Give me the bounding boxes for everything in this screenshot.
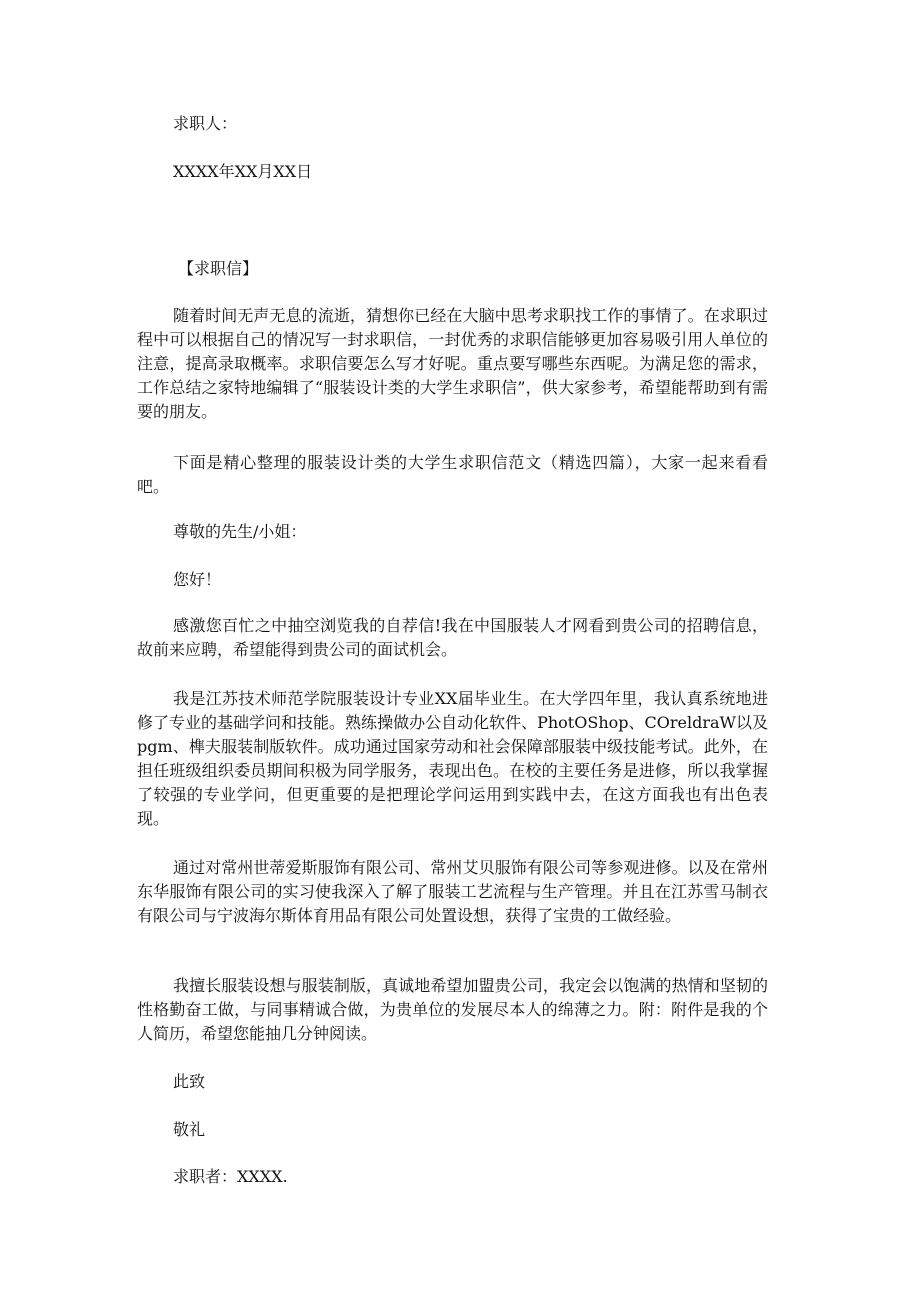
- section-heading: 【求职信】: [178, 259, 259, 278]
- signature: 求职者：XXXX.: [173, 1167, 288, 1186]
- closing-line: 敬礼: [173, 1120, 206, 1139]
- intro-paragraph: 随着时间无声无息的流逝，猜想你已经在大脑中思考求职找工作的事情了。在求职过程中可以根据自己的情况写一封求职信，一封优秀的求职信能够更加容易吸引用人单位的注意，提高录取概率。求职信要怎么写才好呢。重点要写哪些东西呢。为满足您的需求，工作总结之家特地编辑了“服装设计类的大学生求职信”，供大家参考，希望能帮助到有需要的朋友。: [137, 306, 768, 421]
- salutation: 尊敬的先生/小姐：: [173, 522, 307, 541]
- letter-date: XXXX年XX月XX日: [173, 162, 313, 181]
- body-paragraph: 我是江苏技术师范学院服装设计专业XX届毕业生。在大学四年里，我认真系统地进修了专业的基础学问和技能。熟练操做办公自动化软件、PhotOShop、COreldraW以及pgm、榫夫服装制版软件。成功通过国家劳动和社会保障部服装中级技能考试。此外，在担任班级组织委员期间积极为同学服务，表现出色。在校的主要任务是进修，所以我掌握了较强的专业学问，但更重要的是把理论学问运用到实践中去，在这方面我也有出色表现。: [137, 689, 768, 828]
- intro-paragraph: 下面是精心整理的服装设计类的大学生求职信范文（精选四篇），大家一起来看看吧。: [137, 453, 768, 496]
- body-paragraph: 我擅长服装设想与服装制版，真诚地希望加盟贵公司，我定会以饱满的热情和坚韧的性格勤奋工做，与同事精诚合做，为贵单位的发展尽本人的绵薄之力。附：附件是我的个人简历，希望您能抽几分钟阅读。: [137, 976, 768, 1043]
- greeting: 您好！: [173, 570, 222, 589]
- closing-line: 此致: [173, 1072, 206, 1091]
- body-paragraph: 感激您百忙之中抽空浏览我的自荐信!我在中国服装人才网看到贵公司的招聘信息，故前来应聘，希望能得到贵公司的面试机会。: [137, 616, 768, 659]
- applicant-label: 求职人：: [173, 114, 238, 133]
- body-paragraph: 通过对常州世蒂爱斯服饰有限公司、常州艾贝服饰有限公司等参观进修。以及在常州东华服饰有限公司的实习使我深入了解了服装工艺流程与生产管理。并且在江苏雪马制衣有限公司与宁波海尔斯体育用品有限公司处置设想，获得了宝贵的工做经验。: [137, 858, 768, 925]
